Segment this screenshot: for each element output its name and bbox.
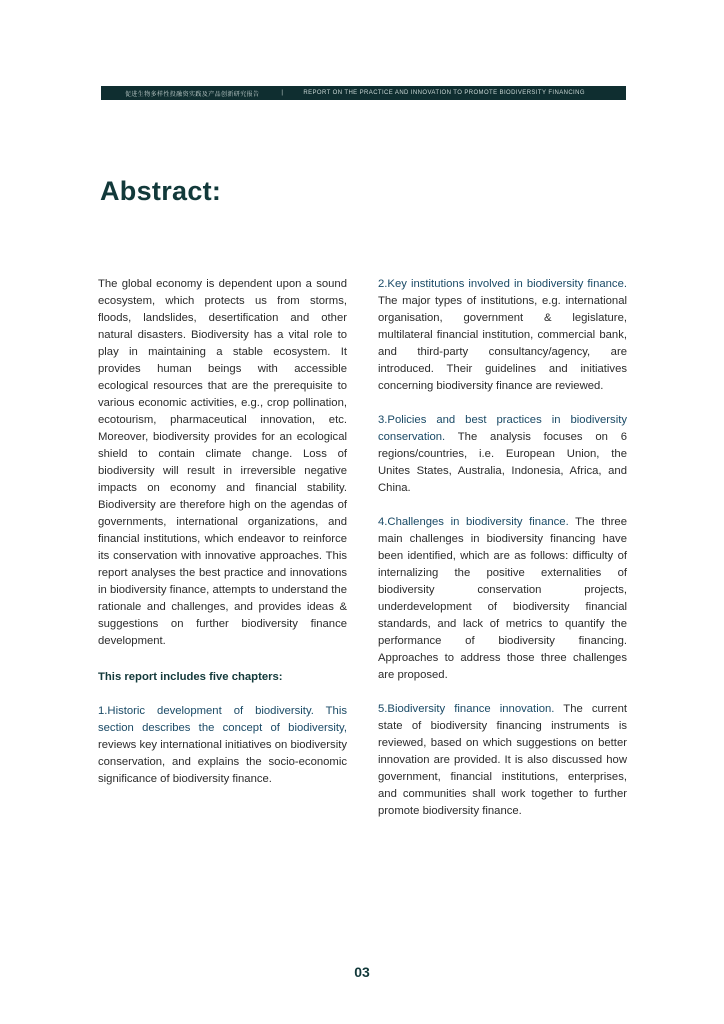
chapter-2-heading: 2.Key institutions involved in biodiversity finance.: [378, 278, 627, 290]
left-column: [98, 276, 347, 788]
header-separator: |: [281, 90, 284, 96]
chapter-1-heading: 1.Historic development of biodiversity. This section describes the concept of biodiversity,: [98, 705, 347, 734]
page-number: 03: [354, 964, 370, 980]
page-title: Abstract:: [100, 176, 222, 206]
chapter-3-paragraph: [378, 412, 627, 497]
chapter-5-paragraph: [378, 701, 627, 820]
chapter-1-paragraph: [98, 703, 347, 788]
header-english-title: REPORT ON THE PRACTICE AND INNOVATION TO PROMOTE BIODIVERSITY FINANCING: [303, 90, 585, 96]
chapter-4-heading: 4.Challenges in biodiversity finance.: [378, 516, 569, 528]
abstract-intro-paragraph: The global economy is dependent upon a sound ecosystem, which protects us from storms, floods, landslides, desertification and other natural disasters. Biodiversity has a vital role to play in maintaining a stable ecosystem. It provides human beings with accessible ecological resources that are the prerequisite to various economic activities, e.g., crop pollination, ecotourism, pharmaceutical innovation, etc. Moreover, biodiversity provides for an ecological shield to contain climate change. Loss of biodiversity will result in irreversible negative impacts on economy and financial stability. Biodiversity are therefore high on the agendas of governments, international organizations, and financial institutions, which endeavor to reinforce its conservation with innovative approaches. This report analyses the best practice and innovations in biodiversity finance, attempts to understand the rationale and challenges, and provides ideas & suggestions on further biodiversity finance development.: [98, 278, 347, 647]
chapter-1-body: reviews key international initiatives on biodiversity conservation, and explains the socio-economic significance of biodiversity finance.: [98, 739, 347, 785]
chapter-4-body: The three main challenges in biodiversity financing have been identified, which are as follows: difficulty of internalizing the positive externalities of biodiversity conservation projects, underdevelopment of biodiversity financial standards, and lack of metrics to quantify the performance of biodiversity financing. Approaches to address those three challenges are proposed.: [378, 516, 627, 681]
chapters-heading: This report includes five chapters:: [98, 671, 283, 683]
right-column: [378, 276, 627, 820]
chapter-4-paragraph: [378, 514, 627, 684]
running-header: [101, 86, 626, 100]
chapter-5-body: The current state of biodiversity financing instruments is reviewed, based on which suggestions on better innovation are provided. It is also discussed how government, financial institutions, enterprises, and communities shall work together to further promote biodiversity finance.: [378, 703, 628, 817]
chapter-2-body: The major types of institutions, e.g. international organisation, government & legislature, multilateral financial institution, commercial bank, and third-party consultancy/agency, are introduced. Their guidelines and initiatives concerning biodiversity finance are reviewed.: [378, 295, 627, 392]
chapter-3-body: The analysis focuses on 6 regions/countries, i.e. European Union, the Unites States, Australia, Indonesia, Africa, and China.: [378, 431, 627, 494]
header-chinese-title: 促进生物多样性投融资实践及产品创新研究报告: [125, 91, 260, 98]
chapter-3-heading: 3.Policies and best practices in biodiversity conservation.: [378, 414, 627, 443]
chapter-5-heading: 5.Biodiversity finance innovation.: [378, 703, 555, 715]
chapter-2-paragraph: [378, 276, 627, 395]
